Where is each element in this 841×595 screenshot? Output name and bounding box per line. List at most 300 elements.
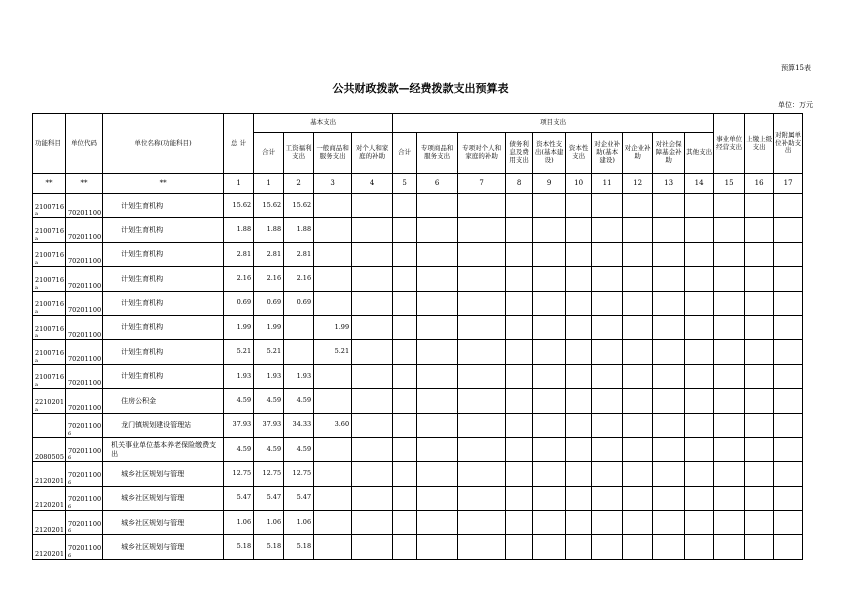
unit-code-cell (66, 315, 103, 339)
empty-cell (745, 437, 774, 461)
empty-cell (745, 267, 774, 291)
func-code: 2080505 (35, 452, 64, 461)
empty-cell (745, 413, 774, 437)
unit-code: 70201100 (68, 354, 102, 363)
empty-cell (714, 315, 745, 339)
empty-cell (533, 389, 566, 413)
header-project-7: 对企业补助 (623, 133, 653, 174)
goods-cell (314, 194, 352, 218)
header-total: 总 计 (224, 114, 254, 174)
personal-cell (352, 315, 393, 339)
empty-cell (393, 389, 417, 413)
basic-total-cell: 5.21 (254, 340, 284, 364)
header-project-0: 合计 (393, 133, 417, 174)
func-code: 2100716 (35, 348, 64, 357)
empty-cell (745, 462, 774, 486)
table-row (33, 535, 803, 559)
empty-cell (566, 364, 592, 388)
header-project-9: 其他支出 (685, 133, 714, 174)
unit-name-cell: 计划生育机构 (103, 267, 224, 291)
empty-cell (506, 486, 533, 510)
empty-cell (685, 340, 714, 364)
empty-cell (592, 242, 623, 266)
empty-cell (393, 194, 417, 218)
unit-code: 70201100 (68, 519, 102, 528)
empty-cell (685, 511, 714, 535)
index-cell: 16 (745, 174, 774, 194)
goods-cell (314, 242, 352, 266)
index-cell: ** (103, 174, 224, 194)
empty-cell (566, 462, 592, 486)
func-code-cell (33, 194, 66, 218)
personal-cell (352, 486, 393, 510)
empty-cell (685, 364, 714, 388)
empty-cell (653, 340, 685, 364)
empty-cell (393, 267, 417, 291)
empty-cell (623, 267, 653, 291)
empty-cell (623, 413, 653, 437)
header-tail-0: 事业单位经营支出 (714, 114, 745, 174)
empty-cell (506, 535, 533, 559)
empty-cell (393, 218, 417, 242)
index-cell: 12 (623, 174, 653, 194)
empty-cell (774, 267, 803, 291)
empty-cell (566, 486, 592, 510)
unit-code: 70201100 (68, 306, 102, 315)
unit-label: 单位：万元 (778, 101, 813, 109)
empty-cell (533, 291, 566, 315)
index-cell: 3 (314, 174, 352, 194)
table-row (33, 364, 803, 388)
empty-cell (417, 413, 458, 437)
empty-cell (745, 218, 774, 242)
header-project-group: 项目支出 (393, 114, 714, 133)
empty-cell (506, 413, 533, 437)
empty-cell (533, 242, 566, 266)
header-tail-2: 对附属单位补助支出 (774, 114, 803, 174)
total-cell: 5.18 (224, 535, 254, 559)
empty-cell (714, 267, 745, 291)
basic-total-cell: 1.93 (254, 364, 284, 388)
empty-cell (393, 413, 417, 437)
header-basic-3: 对个人和家庭的补助 (352, 133, 393, 174)
unit-name-cell: 计划生育机构 (103, 218, 224, 242)
func-code: 2100716 (35, 202, 64, 211)
func-code: 2120201 (35, 550, 64, 559)
empty-cell (685, 486, 714, 510)
empty-cell (623, 315, 653, 339)
empty-cell (417, 437, 458, 461)
wage-cell: 2.16 (284, 267, 314, 291)
personal-cell (352, 535, 393, 559)
header-unit-name: 单位名称(功能科目) (103, 114, 224, 174)
index-cell: 8 (506, 174, 533, 194)
basic-total-cell: 4.59 (254, 437, 284, 461)
empty-cell (774, 486, 803, 510)
table-row (33, 413, 803, 437)
func-code: 2100716 (35, 373, 64, 382)
empty-cell (714, 511, 745, 535)
empty-cell (592, 462, 623, 486)
table-row (33, 389, 803, 413)
func-code-suffix: a (35, 284, 38, 291)
empty-cell (417, 364, 458, 388)
basic-total-cell: 12.75 (254, 462, 284, 486)
func-code-suffix: a (35, 260, 38, 267)
func-code-cell (33, 511, 66, 535)
func-code-cell (33, 535, 66, 559)
wage-cell: 15.62 (284, 194, 314, 218)
empty-cell (653, 462, 685, 486)
empty-cell (653, 535, 685, 559)
index-cell: 2 (284, 174, 314, 194)
empty-cell (774, 340, 803, 364)
basic-total-cell: 4.59 (254, 389, 284, 413)
empty-cell (592, 389, 623, 413)
empty-cell (714, 364, 745, 388)
empty-cell (774, 413, 803, 437)
header-tail-1: 上缴上级支出 (745, 114, 774, 174)
func-code-cell (33, 291, 66, 315)
total-cell: 4.59 (224, 437, 254, 461)
index-cell: 11 (592, 174, 623, 194)
empty-cell (417, 535, 458, 559)
personal-cell (352, 340, 393, 364)
empty-cell (506, 437, 533, 461)
empty-cell (745, 242, 774, 266)
empty-cell (566, 218, 592, 242)
func-code: 2100716 (35, 300, 64, 309)
wage-cell: 1.88 (284, 218, 314, 242)
header-func-code: 功能科目 (33, 114, 66, 174)
empty-cell (417, 315, 458, 339)
unit-code: 70201100 (68, 422, 102, 431)
empty-cell (458, 340, 506, 364)
index-cell: 7 (458, 174, 506, 194)
personal-cell (352, 462, 393, 486)
unit-code: 70201100 (68, 281, 102, 290)
empty-cell (458, 437, 506, 461)
unit-code-cell (66, 511, 103, 535)
unit-code-cell (66, 242, 103, 266)
empty-cell (653, 218, 685, 242)
unit-name-cell: 城乡社区规划与管理 (103, 462, 224, 486)
header-basic-2: 一般商品和服务支出 (314, 133, 352, 174)
empty-cell (774, 242, 803, 266)
empty-cell (458, 535, 506, 559)
empty-cell (774, 364, 803, 388)
total-cell: 1.06 (224, 511, 254, 535)
empty-cell (458, 389, 506, 413)
table-row (33, 242, 803, 266)
empty-cell (393, 486, 417, 510)
personal-cell (352, 389, 393, 413)
empty-cell (653, 486, 685, 510)
wage-cell: 1.93 (284, 364, 314, 388)
header-project-3: 债务利息及费用支出 (506, 133, 533, 174)
index-cell: 1 (224, 174, 254, 194)
func-code-cell (33, 389, 66, 413)
table-row (33, 437, 803, 461)
empty-cell (745, 364, 774, 388)
empty-cell (417, 242, 458, 266)
empty-cell (714, 486, 745, 510)
empty-cell (417, 389, 458, 413)
unit-name-cell: 住房公积金 (103, 389, 224, 413)
empty-cell (774, 315, 803, 339)
empty-cell (533, 486, 566, 510)
empty-cell (533, 535, 566, 559)
goods-cell: 1.99 (314, 315, 352, 339)
empty-cell (685, 535, 714, 559)
empty-cell (592, 267, 623, 291)
empty-cell (745, 389, 774, 413)
func-code-cell (33, 340, 66, 364)
empty-cell (714, 340, 745, 364)
empty-cell (533, 340, 566, 364)
empty-cell (623, 511, 653, 535)
wage-cell: 5.47 (284, 486, 314, 510)
empty-cell (393, 291, 417, 315)
empty-cell (774, 535, 803, 559)
personal-cell (352, 413, 393, 437)
wage-cell: 34.33 (284, 413, 314, 437)
empty-cell (623, 291, 653, 315)
func-code: 2100716 (35, 324, 64, 333)
wage-cell: 2.81 (284, 242, 314, 266)
empty-cell (458, 462, 506, 486)
empty-cell (653, 511, 685, 535)
empty-cell (458, 267, 506, 291)
empty-cell (623, 194, 653, 218)
total-cell: 2.16 (224, 267, 254, 291)
unit-code: 70201100 (68, 470, 102, 479)
empty-cell (592, 413, 623, 437)
unit-code: 70201100 (68, 544, 102, 553)
empty-cell (714, 218, 745, 242)
unit-name-cell: 计划生育机构 (103, 291, 224, 315)
personal-cell (352, 194, 393, 218)
empty-cell (653, 364, 685, 388)
empty-cell (774, 291, 803, 315)
unit-code-cell (66, 364, 103, 388)
header-basic-group: 基本支出 (254, 114, 393, 133)
empty-cell (506, 511, 533, 535)
func-code-cell (33, 364, 66, 388)
empty-cell (653, 437, 685, 461)
empty-cell (653, 413, 685, 437)
unit-code: 70201100 (68, 446, 102, 455)
empty-cell (533, 315, 566, 339)
empty-cell (458, 194, 506, 218)
wage-cell (284, 315, 314, 339)
unit-code-cell (66, 194, 103, 218)
empty-cell (458, 218, 506, 242)
goods-cell (314, 437, 352, 461)
goods-cell (314, 535, 352, 559)
personal-cell (352, 364, 393, 388)
empty-cell (745, 535, 774, 559)
empty-cell (714, 413, 745, 437)
wage-cell: 5.18 (284, 535, 314, 559)
unit-code-suffix: 6 (68, 504, 72, 511)
empty-cell (774, 218, 803, 242)
empty-cell (566, 315, 592, 339)
total-cell: 5.47 (224, 486, 254, 510)
empty-cell (393, 315, 417, 339)
basic-total-cell: 0.69 (254, 291, 284, 315)
header-basic-1: 工资福利支出 (284, 133, 314, 174)
func-code-cell (33, 486, 66, 510)
empty-cell (714, 462, 745, 486)
empty-cell (566, 242, 592, 266)
empty-cell (653, 242, 685, 266)
goods-cell (314, 462, 352, 486)
total-cell: 4.59 (224, 389, 254, 413)
index-cell: 17 (774, 174, 803, 194)
func-code-suffix: a (35, 211, 38, 218)
goods-cell (314, 364, 352, 388)
func-code-suffix: a (35, 382, 38, 389)
unit-code: 70201100 (68, 232, 102, 241)
empty-cell (653, 291, 685, 315)
index-cell: 4 (352, 174, 393, 194)
func-code: 2120201 (35, 501, 64, 510)
empty-cell (393, 437, 417, 461)
empty-cell (592, 218, 623, 242)
empty-cell (533, 194, 566, 218)
unit-code-suffix: 6 (68, 528, 72, 535)
empty-cell (653, 389, 685, 413)
empty-cell (417, 194, 458, 218)
unit-code-cell (66, 462, 103, 486)
goods-cell (314, 291, 352, 315)
basic-total-cell: 1.06 (254, 511, 284, 535)
index-cell: 15 (714, 174, 745, 194)
empty-cell (417, 462, 458, 486)
unit-code-cell (66, 486, 103, 510)
empty-cell (653, 267, 685, 291)
unit-name-cell: 城乡社区规划与管理 (103, 535, 224, 559)
empty-cell (714, 242, 745, 266)
personal-cell (352, 242, 393, 266)
unit-code: 70201100 (68, 379, 102, 388)
empty-cell (653, 194, 685, 218)
empty-cell (566, 511, 592, 535)
table-row (33, 194, 803, 218)
empty-cell (417, 486, 458, 510)
header-project-6: 对企业补助(基本建设) (592, 133, 623, 174)
personal-cell (352, 291, 393, 315)
empty-cell (685, 242, 714, 266)
unit-code-cell (66, 437, 103, 461)
func-code-cell (33, 462, 66, 486)
empty-cell (714, 437, 745, 461)
empty-cell (566, 437, 592, 461)
func-code-cell (33, 218, 66, 242)
empty-cell (458, 291, 506, 315)
empty-cell (417, 218, 458, 242)
header-unit-code: 单位代码 (66, 114, 103, 174)
empty-cell (566, 267, 592, 291)
func-code: 2100716 (35, 251, 64, 260)
empty-cell (714, 291, 745, 315)
empty-cell (592, 437, 623, 461)
empty-cell (506, 340, 533, 364)
table-row (33, 511, 803, 535)
page-title: 公共财政拨款—经费拨款支出预算表 (332, 82, 509, 95)
empty-cell (623, 242, 653, 266)
goods-cell (314, 218, 352, 242)
empty-cell (745, 315, 774, 339)
unit-name-cell: 计划生育机构 (103, 242, 224, 266)
unit-name-cell: 计划生育机构 (103, 340, 224, 364)
empty-cell (592, 194, 623, 218)
unit-name-cell: 城乡社区规划与管理 (103, 511, 224, 535)
empty-cell (653, 315, 685, 339)
empty-cell (506, 194, 533, 218)
index-row (33, 174, 803, 194)
empty-cell (458, 511, 506, 535)
unit-code-cell (66, 267, 103, 291)
empty-cell (623, 389, 653, 413)
total-cell: 1.93 (224, 364, 254, 388)
empty-cell (774, 462, 803, 486)
unit-name-cell: 计划生育机构 (103, 364, 224, 388)
unit-name-cell: 龙门镇规划建设管理站 (103, 413, 224, 437)
empty-cell (623, 340, 653, 364)
empty-cell (566, 291, 592, 315)
personal-cell (352, 267, 393, 291)
table-row (33, 340, 803, 364)
empty-cell (393, 535, 417, 559)
func-code: 2120201 (35, 525, 64, 534)
func-code-suffix: a (35, 235, 38, 242)
empty-cell (774, 389, 803, 413)
func-code-cell (33, 437, 66, 461)
empty-cell (623, 364, 653, 388)
func-code: 2100716 (35, 275, 64, 284)
total-cell: 2.81 (224, 242, 254, 266)
budget-table (32, 113, 803, 560)
basic-total-cell: 1.88 (254, 218, 284, 242)
func-code-suffix: a (35, 333, 38, 340)
empty-cell (506, 364, 533, 388)
wage-cell: 4.59 (284, 437, 314, 461)
basic-total-cell: 2.16 (254, 267, 284, 291)
empty-cell (774, 194, 803, 218)
empty-cell (393, 242, 417, 266)
empty-cell (533, 267, 566, 291)
func-code: 2210201 (35, 397, 64, 406)
header-project-5: 资本性支出 (566, 133, 592, 174)
empty-cell (417, 291, 458, 315)
total-cell: 15.62 (224, 194, 254, 218)
empty-cell (533, 511, 566, 535)
wage-cell: 0.69 (284, 291, 314, 315)
unit-code-cell (66, 291, 103, 315)
empty-cell (685, 218, 714, 242)
empty-cell (685, 462, 714, 486)
empty-cell (592, 511, 623, 535)
empty-cell (685, 194, 714, 218)
empty-cell (506, 267, 533, 291)
empty-cell (533, 413, 566, 437)
empty-cell (506, 291, 533, 315)
index-cell: ** (33, 174, 66, 194)
unit-code-suffix: 6 (68, 430, 72, 437)
empty-cell (685, 413, 714, 437)
